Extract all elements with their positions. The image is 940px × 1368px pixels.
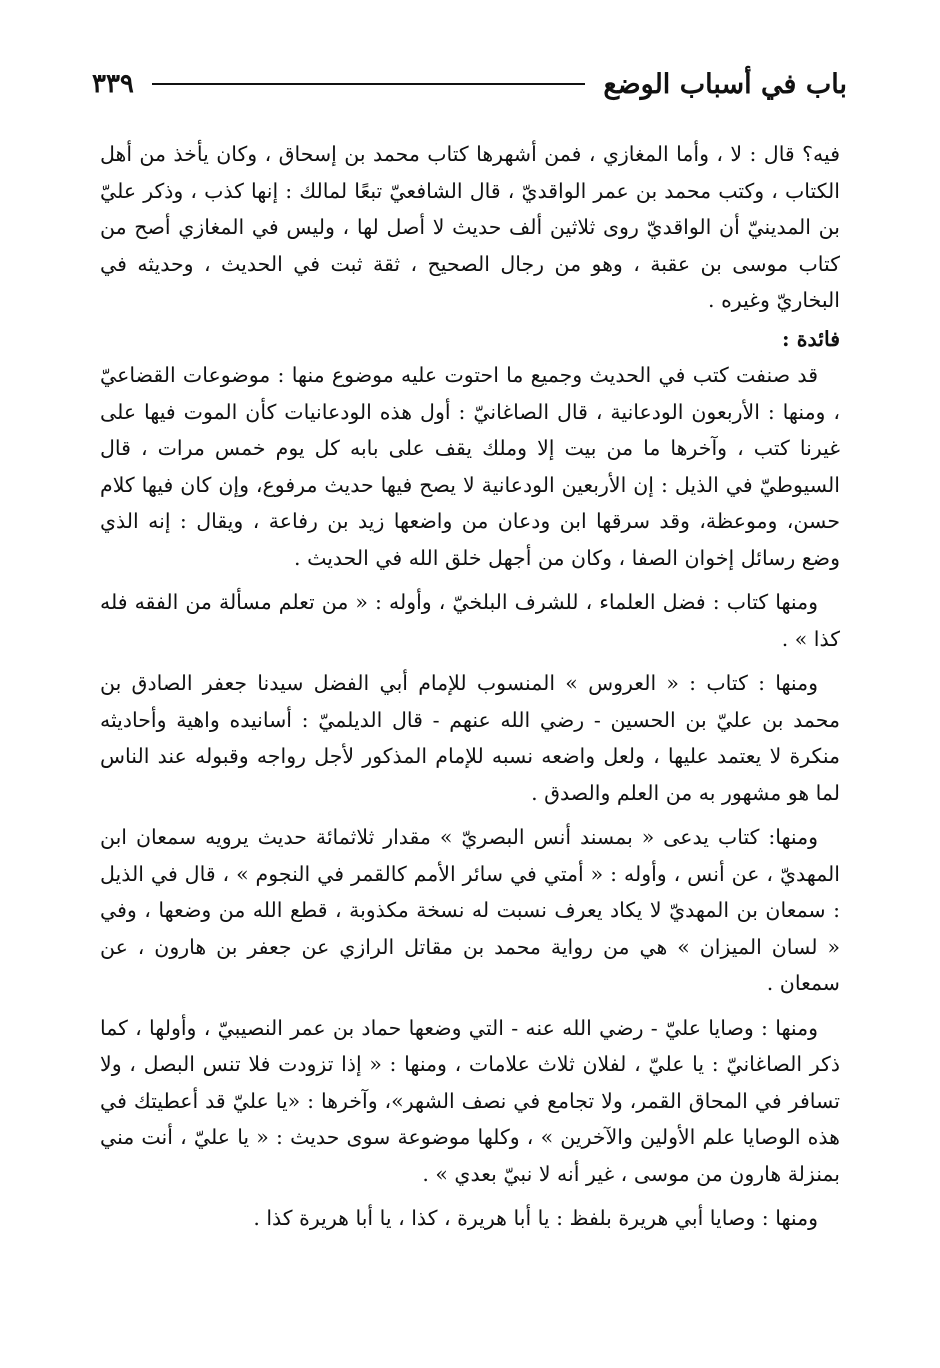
section-heading: فائدة : [782,326,840,351]
paragraph: ومنها كتاب : فضل العلماء ، للشرف البلخيّ ، وأوله : « من تعلم مسألة من الفقه فله كذا » . [100,590,840,651]
page-number: ٣٣٩ [92,69,134,99]
header-rule [152,83,585,85]
paragraph: ومنها : كتاب : « العروس » المنسوب للإمام أبي الفضل سيدنا جعفر الصادق بن محمد بن عليّ بن الحسين - رضي الله عنهم - قال الديلميّ : أسانيده واهية وأحاديثه منكرة لا يعتمد عليها ، ولعل واضعه نسبه للإمام المذكور لأجل رواجه وقبوله عند الناس لما هو مشهور به من العلم والصدق . [100,671,840,805]
paragraph: قد صنفت كتب في الحديث وجميع ما احتوت عليه موضوع منها : موضوعات القضاعيّ ، ومنها : الأربعون الودعانية ، قال الصاغانيّ : أول هذه الودعانيات كأن الموت فيها على غيرنا كتب ، وآخرها ما من بيت إلا وملك يقف على بابه كل يوم خمس مرات ، قال السيوطيّ في الذيل : إن الأربعين الودعانية لا يصح فيها حديث مرفوع، وإن كان فيها كلام حسن، وموعظة، وقد سرقها ابن ودعان من واضعها زيد بن رفاعة ، ويقال : إنه الذي وضع رسائل إخوان الصفا ، وكان من أجهل خلق الله في الحديث . [100,363,840,570]
page-header [92,62,847,106]
page-body [100,136,840,1237]
paragraph: ومنها : وصايا عليّ - رضي الله عنه - التي وضعها حماد بن عمر النصيبيّ ، وأولها ، كما ذكر الصاغانيّ : يا عليّ ، لفلان ثلاث علامات ، ومنها : « إذا تزودت فلا تنس البصل ، ولا تسافر في المحاق القمر، ولا تجامع في نصف الشهر»، وآخرها : «يا عليّ قد أعطيتك في هذه الوصايا علم الأولين والآخرين » ، وكلها موضوعة سوى حديث : « يا عليّ ، أنت مني بمنزلة هارون من موسى ، غير أنه لا نبيّ بعدي » . [100,1015,840,1186]
paragraph: ومنها: كتاب يدعى « بمسند أنس البصريّ » مقدار ثلاثمائة حديث يرويه سمعان ابن المهديّ ، عن أنس ، وأوله : « أمتي في سائر الأمم كالقمر في النجوم » ، قال في الذيل : سمعان بن المهديّ لا يكاد يعرف نسبت له نسخة مكذوبة ، قطع الله من وضعها ، وفي « لسان الميزان » هي من رواية محمد بن مقاتل الرازي عن جعفر بن هارون ، عن سمعان . [100,825,840,995]
paragraph: ومنها : وصايا أبي هريرة بلفظ : يا أبا هريرة ، كذا ، يا أبا هريرة كذا . [253,1206,818,1230]
paragraph-continuation: فيه؟ قال : لا ، وأما المغازي ، فمن أشهرها كتاب محمد بن إسحاق ، وكان يأخذ من أهل الكتاب ، وكتب محمد بن عمر الواقديّ ، قال الشافعيّ تبعًا لمالك : إنها كذب ، وذكر عليّ بن المدينيّ أن الواقديّ روى ثلاثين ألف حديث لا أصل لها ، وليس في المغازي أصح من كتاب موسى بن عقبة ، وهو من رجال الصحيح ، ثقة ثبت في الحديث ، وحديثه في البخاريّ وغيره . [100,142,840,312]
chapter-title: باب في أسباب الوضع [603,68,847,100]
